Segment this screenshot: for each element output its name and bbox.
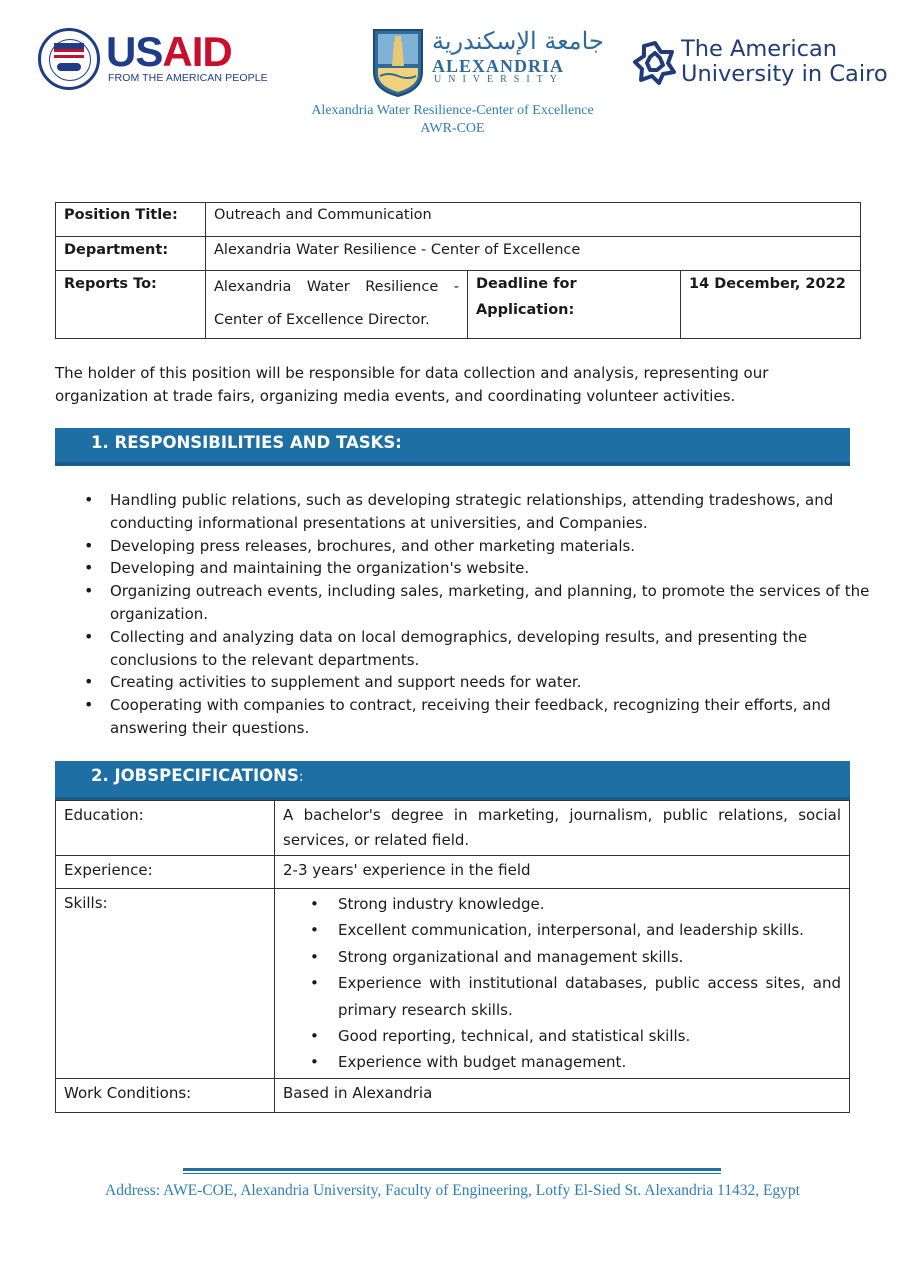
alexandria-name: ALEXANDRIA — [432, 56, 565, 76]
auc-wordmark — [681, 37, 888, 87]
section-1-title: 1. RESPONSIBILITIES AND TASKS: — [91, 433, 402, 452]
position-table — [55, 202, 861, 339]
reports-to-label: Reports To: — [56, 271, 206, 339]
center-name: Alexandria Water Resilience-Center of Excellence — [311, 103, 594, 118]
skills-value — [275, 889, 850, 1079]
skills-label: Skills: — [56, 889, 275, 1079]
usaid-seal-logo — [38, 28, 100, 90]
experience-label: Experience: — [56, 856, 275, 889]
list-item: • Experience with budget management. — [338, 1049, 841, 1075]
footer-divider-thin — [183, 1173, 721, 1174]
auc-line-1: The American — [681, 36, 838, 62]
list-item: • Good reporting, technical, and statistical skills. — [338, 1023, 841, 1049]
reports-to-value — [206, 271, 468, 339]
center-abbrev: AWR-COE — [420, 121, 485, 136]
alexandria-university-label: UNIVERSITY — [434, 74, 564, 85]
usaid-wordmark-aid: AID — [162, 28, 232, 75]
list-item: • Cooperating with companies to contract, receiving their feedback, recognizing their efforts, and answering their questions. — [110, 694, 895, 740]
list-item: • Experience with institutional databases, public access sites, and primary research skills. — [338, 970, 841, 1023]
list-item: • Organizing outreach events, including sales, marketing, and planning, to promote the services of the organization. — [110, 580, 895, 626]
education-label: Education: — [56, 801, 275, 856]
footer-divider — [183, 1168, 721, 1171]
section-2-colon: : — [298, 769, 304, 785]
section-responsibilities-heading — [55, 428, 850, 466]
list-item: • Developing press releases, brochures, and other marketing materials. — [110, 535, 895, 558]
reports-to-line-1: Alexandria Water Resilience - — [214, 279, 459, 295]
work-conditions-label: Work Conditions: — [56, 1078, 275, 1112]
responsibilities-list — [55, 489, 895, 740]
list-item: • Strong organizational and management skills. — [338, 944, 841, 970]
list-item: • Strong industry knowledge. — [338, 891, 841, 917]
alexandria-crest-logo — [372, 28, 424, 98]
job-specifications-table — [55, 800, 850, 1113]
alexandria-arabic-name: جامعة الإسكندرية — [432, 27, 604, 55]
usaid-tagline: FROM THE AMERICAN PEOPLE — [108, 72, 268, 84]
auc-star-logo — [632, 40, 678, 86]
list-item: • Handling public relations, such as developing strategic relationships, attending tradeshows, and conducting informational presentations at universities, and Companies. — [110, 489, 895, 535]
section-job-specifications-heading — [55, 761, 850, 801]
position-title-label: Position Title: — [56, 203, 206, 237]
reports-to-line-2: Center of Excellence Director. — [214, 312, 430, 328]
list-item: • Creating activities to supplement and support needs for water. — [110, 671, 895, 694]
auc-line-2: University in Cairo — [681, 61, 888, 87]
list-item: • Developing and maintaining the organization's website. — [110, 557, 895, 580]
list-item: • Excellent communication, interpersonal, and leadership skills. — [338, 917, 841, 943]
skills-list — [283, 891, 841, 1076]
work-conditions-value: Based in Alexandria — [275, 1078, 850, 1112]
deadline-value: 14 December, 2022 — [681, 271, 861, 339]
department-label: Department: — [56, 237, 206, 271]
education-value: A bachelor's degree in marketing, journalism, public relations, social services, or related field. — [275, 801, 850, 856]
usaid-wordmark — [106, 30, 232, 74]
experience-value: 2-3 years' experience in the field — [275, 856, 850, 889]
position-title-value: Outreach and Communication — [206, 203, 861, 237]
deadline-label: Deadline for Application: — [468, 271, 681, 339]
department-value: Alexandria Water Resilience - Center of Excellence — [206, 237, 861, 271]
usaid-wordmark-us: US — [106, 28, 163, 75]
section-2-title: 2. JOBSPECIFICATIONS — [91, 766, 299, 785]
footer-address: Address: AWE-COE, Alexandria University, Faculty of Engineering, Lotfy El-Sied St. Alexandria 11432, Egypt — [105, 1182, 800, 1199]
list-item: • Collecting and analyzing data on local demographics, developing results, and presenting the conclusions to the relevant departments. — [110, 626, 895, 672]
intro-paragraph: The holder of this position will be responsible for data collection and analysis, representing our organization at trade fairs, organizing media events, and coordinating volunteer activities. — [55, 364, 769, 405]
